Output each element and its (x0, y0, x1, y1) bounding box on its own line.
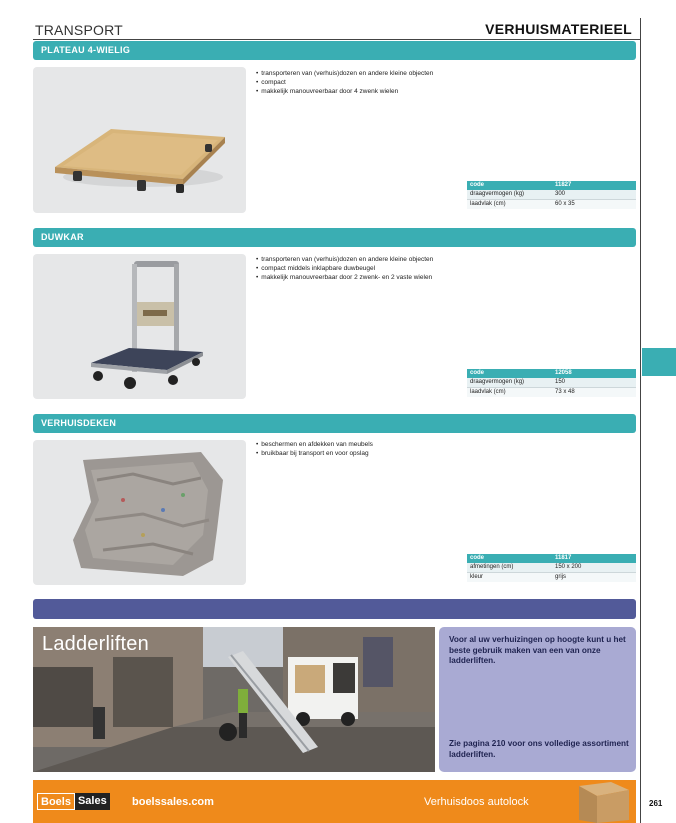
feature-item: • compact (256, 78, 433, 87)
feature-list-verhuisdeken (256, 440, 373, 458)
spec-value: 150 (552, 378, 636, 388)
spec-label: draagvermogen (kg) (467, 378, 552, 388)
spec-label: kleur (467, 573, 552, 583)
product-image-verhuisdeken (33, 440, 246, 585)
product-title-verhuisdeken: VERHUISDEKEN (33, 414, 636, 433)
logo-part-boels: Boels (37, 793, 75, 810)
logo-part-sales: Sales (75, 793, 110, 810)
spec-header-value: 12058 (552, 369, 636, 378)
spec-value: grijs (552, 573, 636, 583)
spec-label: afmetingen (cm) (467, 563, 552, 573)
header-divider (33, 39, 640, 40)
feature-item: • transporteren van (verhuis)dozen en andere kleine objecten (256, 255, 433, 264)
spec-header-value: 11827 (552, 181, 636, 190)
spec-label: laadvlak (cm) (467, 388, 552, 398)
spec-table-verhuisdeken (467, 554, 636, 582)
footer-bar (33, 780, 636, 823)
product-image-plateau (33, 67, 246, 213)
spec-table-plateau (467, 181, 636, 209)
spec-header-label: code (467, 181, 552, 190)
website-link[interactable]: boelssales.com (132, 796, 214, 808)
spec-header-value: 11817 (552, 554, 636, 563)
section-label: TRANSPORT (35, 22, 123, 38)
promo-text-bottom: Zie pagina 210 voor ons volledige assortiment ladderliften. (449, 739, 629, 759)
promo-photo-title: Ladderliften (42, 633, 149, 655)
product-title-plateau: PLATEAU 4-WIELIG (33, 41, 636, 60)
feature-list-plateau (256, 69, 433, 96)
feature-item: • beschermen en afdekken van meubels (256, 440, 373, 449)
spec-label: laadvlak (cm) (467, 200, 552, 210)
product-title-duwkar: DUWKAR (33, 228, 636, 247)
spec-value: 300 (552, 190, 636, 200)
spec-table-duwkar (467, 369, 636, 397)
spec-label: draagvermogen (kg) (467, 190, 552, 200)
spec-header-label: code (467, 369, 552, 378)
spec-value: 73 x 48 (552, 388, 636, 398)
page-number: 261 (649, 799, 663, 808)
feature-item: • makkelijk manouvreerbaar door 4 zwenk wielen (256, 87, 433, 96)
page-edge-line (640, 18, 641, 823)
promo-text-top: Voor al uw verhuizingen op hoogte kunt u het beste gebruik maken van een van onze ladderliften. (449, 635, 626, 665)
feature-item: • makkelijk manouvreerbaar door 2 zwenk- en 2 vaste wielen (256, 273, 433, 282)
product-image-duwkar (33, 254, 246, 399)
feature-item: • transporteren van (verhuis)dozen en andere kleine objecten (256, 69, 433, 78)
promo-banner-bar (33, 599, 636, 619)
category-title: VERHUISMATERIEEL (485, 21, 632, 37)
spec-header-label: code (467, 554, 552, 563)
spec-value: 60 x 35 (552, 200, 636, 210)
spec-value: 150 x 200 (552, 563, 636, 573)
feature-list-duwkar (256, 255, 433, 282)
box-image (573, 780, 633, 823)
section-tab (642, 348, 676, 376)
feature-item: • compact middels inklapbare duwbeugel (256, 264, 433, 273)
feature-item: • bruikbaar bij transport en voor opslag (256, 449, 373, 458)
boels-sales-logo[interactable] (37, 793, 110, 810)
footer-product-title: Verhuisdoos autolock (424, 796, 529, 808)
